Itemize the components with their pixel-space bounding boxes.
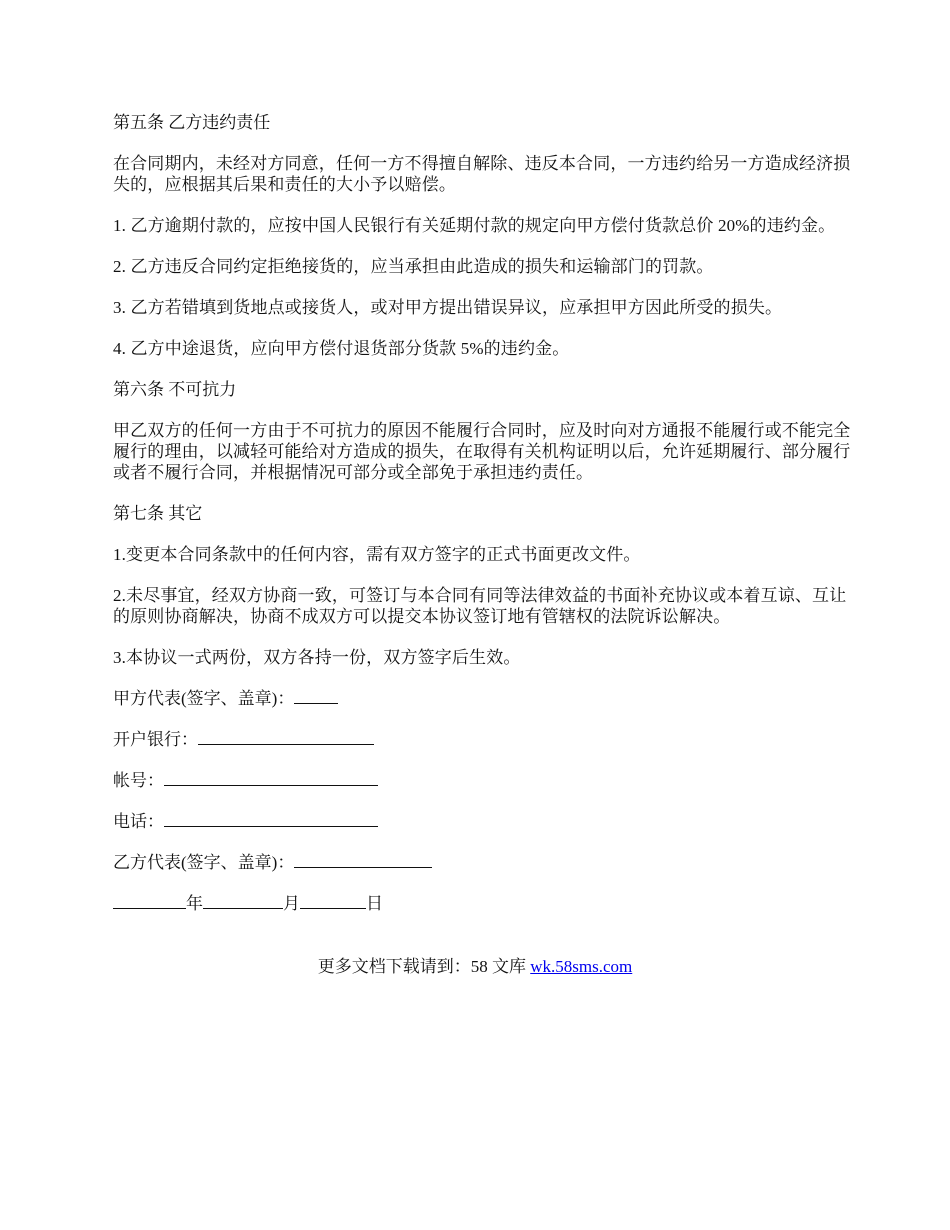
phone-blank (164, 811, 378, 827)
account-field (113, 770, 853, 791)
article-5-item-1: 1. 乙方逾期付款的，应按中国人民银行有关延期付款的规定向甲方偿付货款总价 20%的违约金。 (113, 216, 836, 235)
party-b-label: 乙方代表(签字、盖章)： (113, 853, 295, 872)
article-5-intro: 在合同期内，未经对方同意，任何一方不得擅自解除、违反本合同，一方违约给另一方造成经济损失的，应根据其后果和责任的大小予以赔偿。 (113, 154, 851, 194)
party-a-label: 甲方代表(签字、盖章)： (113, 689, 295, 708)
bank-field (113, 729, 853, 750)
account-blank (164, 770, 378, 786)
article-7-heading: 第七条 其它 (113, 504, 203, 523)
year-blank (113, 893, 186, 909)
phone-label: 电话： (113, 812, 164, 831)
bank-blank (198, 729, 374, 745)
party-a-blank (294, 688, 338, 704)
date-field (113, 893, 853, 914)
footer (0, 956, 950, 977)
article-6-text: 甲乙双方的任何一方由于不可抗力的原因不能履行合同时，应及时向对方通报不能履行或不能完全履行的理由，以减轻可能给对方造成的损失，在取得有关机构证明以后，允许延期履行、部分履行或者不履行合同，并根据情况可部分或全部免于承担违约责任。 (113, 421, 851, 482)
party-a-signature-field (113, 688, 853, 709)
article-7-item-3: 3.本协议一式两份，双方各持一份，双方签字后生效。 (113, 648, 521, 667)
article-5-heading: 第五条 乙方违约责任 (113, 113, 271, 132)
account-label: 帐号： (113, 771, 164, 790)
bank-label: 开户银行： (113, 730, 198, 749)
party-b-signature-field (113, 852, 853, 873)
article-7-item-2: 2.未尽事宜，经双方协商一致，可签订与本合同有同等法律效益的书面补充协议或本着互谅、互让的原则协商解决，协商不成双方可以提交本协议签订地有管辖权的法院诉讼解决。 (113, 586, 847, 626)
article-7-item-1: 1.变更本合同条款中的任何内容，需有双方签字的正式书面更改文件。 (113, 545, 641, 564)
year-label: 年 (186, 894, 203, 913)
article-5-item-3: 3. 乙方若错填到货地点或接货人，或对甲方提出错误异议，应承担甲方因此所受的损失。 (113, 298, 783, 317)
day-blank (300, 893, 366, 909)
month-label: 月 (283, 894, 300, 913)
day-label: 日 (366, 894, 383, 913)
article-5-item-4: 4. 乙方中途退货，应向甲方偿付退货部分货款 5%的违约金。 (113, 339, 570, 358)
contract-page (113, 112, 853, 934)
month-blank (203, 893, 283, 909)
party-b-blank (294, 852, 432, 868)
phone-field (113, 811, 853, 832)
footer-link[interactable]: wk.58sms.com (530, 957, 633, 976)
article-5-item-2: 2. 乙方违反合同约定拒绝接货的，应当承担由此造成的损失和运输部门的罚款。 (113, 257, 714, 276)
article-6-heading: 第六条 不可抗力 (113, 380, 237, 399)
footer-text: 更多文档下载请到：58 文库 (317, 957, 531, 976)
